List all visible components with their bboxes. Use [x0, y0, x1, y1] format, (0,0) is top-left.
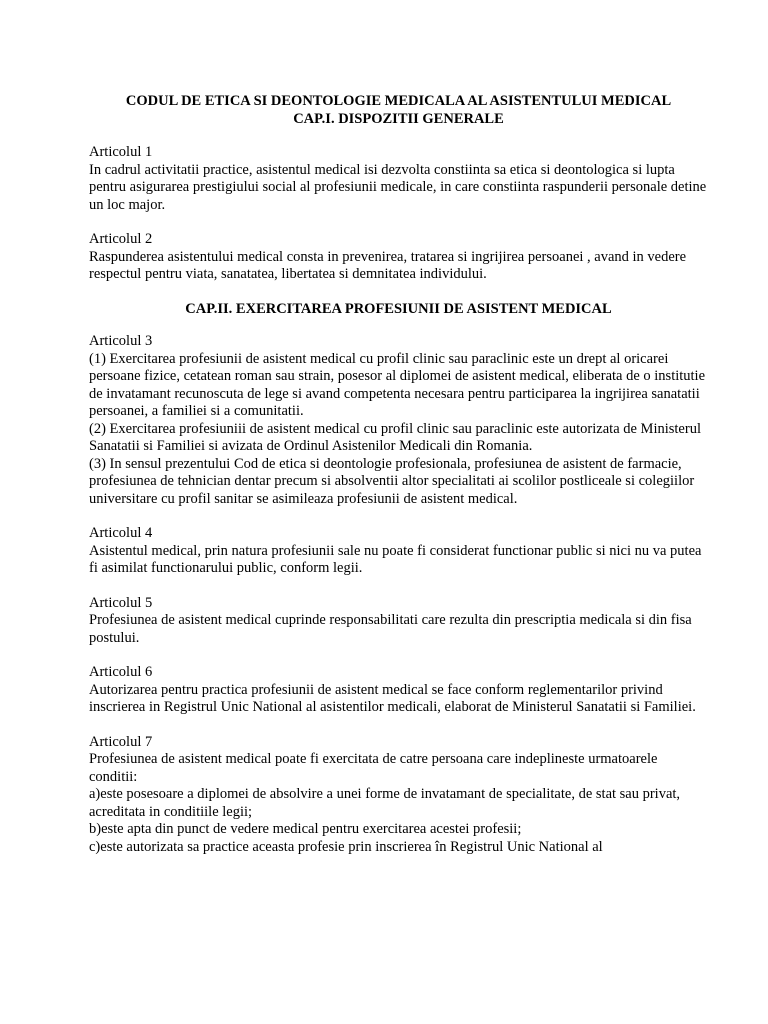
article-title: Articolul 3	[89, 333, 153, 349]
article-7	[89, 734, 708, 857]
article-5	[89, 595, 708, 648]
article-paragraph: Autorizarea pentru practica profesiunii de asistent medical se face conform reglementarilor privind inscrierea in Registrul Unic National al asistentilor medicali, elaborat de Ministerul Sanatatii si Familiei.	[89, 681, 696, 715]
article-paragraph: (3) In sensul prezentului Cod de etica si deontologie profesionala, profesiunea de asistent de farmacie, profesiunea de tehnician dentar precum si absolventii altor specialitati ai scolilor postliceale si colegiilor universitare cu profil sanitar se asimileaza profesiunii de asistent medical.	[89, 455, 695, 507]
article-title: Articolul 7	[89, 733, 153, 750]
article-4	[89, 525, 708, 578]
article-paragraph: (1) Exercitarea profesiunii de asistent medical cu profil clinic sau paraclinic este un drept al oricarei persoane fizice, cetatean roman sau strain, posesor al diplomei de asistent medical, eliberata de o institutie de invatamant recunoscuta de lege si avand competenta necesara pentru participarea la ingrijirea sanatatii persoanei, a familiei si a comunitatii.	[89, 350, 706, 419]
article-3	[89, 333, 708, 508]
article-paragraph: Raspunderea asistentului medical consta in prevenirea, tratarea si ingrijirea persoanei , avand in vedere respectul pentru viata, sanatatea, libertatea si demnitatea individului.	[89, 248, 687, 282]
article-paragraph: Profesiunea de asistent medical cuprinde responsabilitati care rezulta din prescriptia medicala si din fisa postului.	[89, 612, 692, 646]
article-title: Articolul 5	[89, 594, 153, 611]
chapter-1-title: CAP.I. DISPOZITII GENERALE	[293, 110, 504, 127]
chapter-2-title: CAP.II. EXERCITAREA PROFESIUNII DE ASISTENT MEDICAL	[185, 300, 612, 317]
article-paragraph: a)este posesoare a diplomei de absolvire a unei forme de invatamant de specialitate, de stat sau privat, acreditata in conditiile legii;	[89, 786, 681, 820]
article-paragraph: b)este apta din punct de vedere medical pentru exercitarea acestei profesii;	[89, 821, 522, 837]
article-title: Articolul 1	[89, 144, 153, 160]
article-title: Articolul 2	[89, 231, 153, 247]
article-paragraph: (2) Exercitarea profesiuniii de asistent medical cu profil clinic sau paraclinic este autorizata de Ministerul Sanatatii si Familiei si avizata de Ordinul Asistenilor Medicali din Romania.	[89, 420, 701, 454]
article-2	[89, 231, 708, 284]
article-paragraph: c)este autorizata sa practice aceasta profesie prin inscrierea în Registrul Unic National al	[89, 838, 603, 855]
article-paragraph: Asistentul medical, prin natura profesiunii sale nu poate fi considerat functionar public si nici nu va putea fi asimilat functionarului public, conform legii.	[89, 542, 702, 576]
document-header	[89, 93, 708, 128]
article-title: Articolul 6	[89, 664, 153, 680]
article-title: Articolul 4	[89, 525, 153, 541]
article-6	[89, 664, 708, 717]
article-paragraph: Profesiunea de asistent medical poate fi exercitata de catre persoana care indeplineste urmatoarele conditii:	[89, 751, 658, 785]
document-title: CODUL DE ETICA SI DEONTOLOGIE MEDICALA AL ASISTENTULUI MEDICAL	[125, 93, 672, 109]
article-1	[89, 144, 708, 214]
article-paragraph: In cadrul activitatii practice, asistentul medical isi dezvolta constiinta sa etica si deontologica si lupta pentru asigurarea prestigiului social al profesiunii medicale, in care constiinta raspunderii personale detine un loc major.	[89, 161, 707, 213]
